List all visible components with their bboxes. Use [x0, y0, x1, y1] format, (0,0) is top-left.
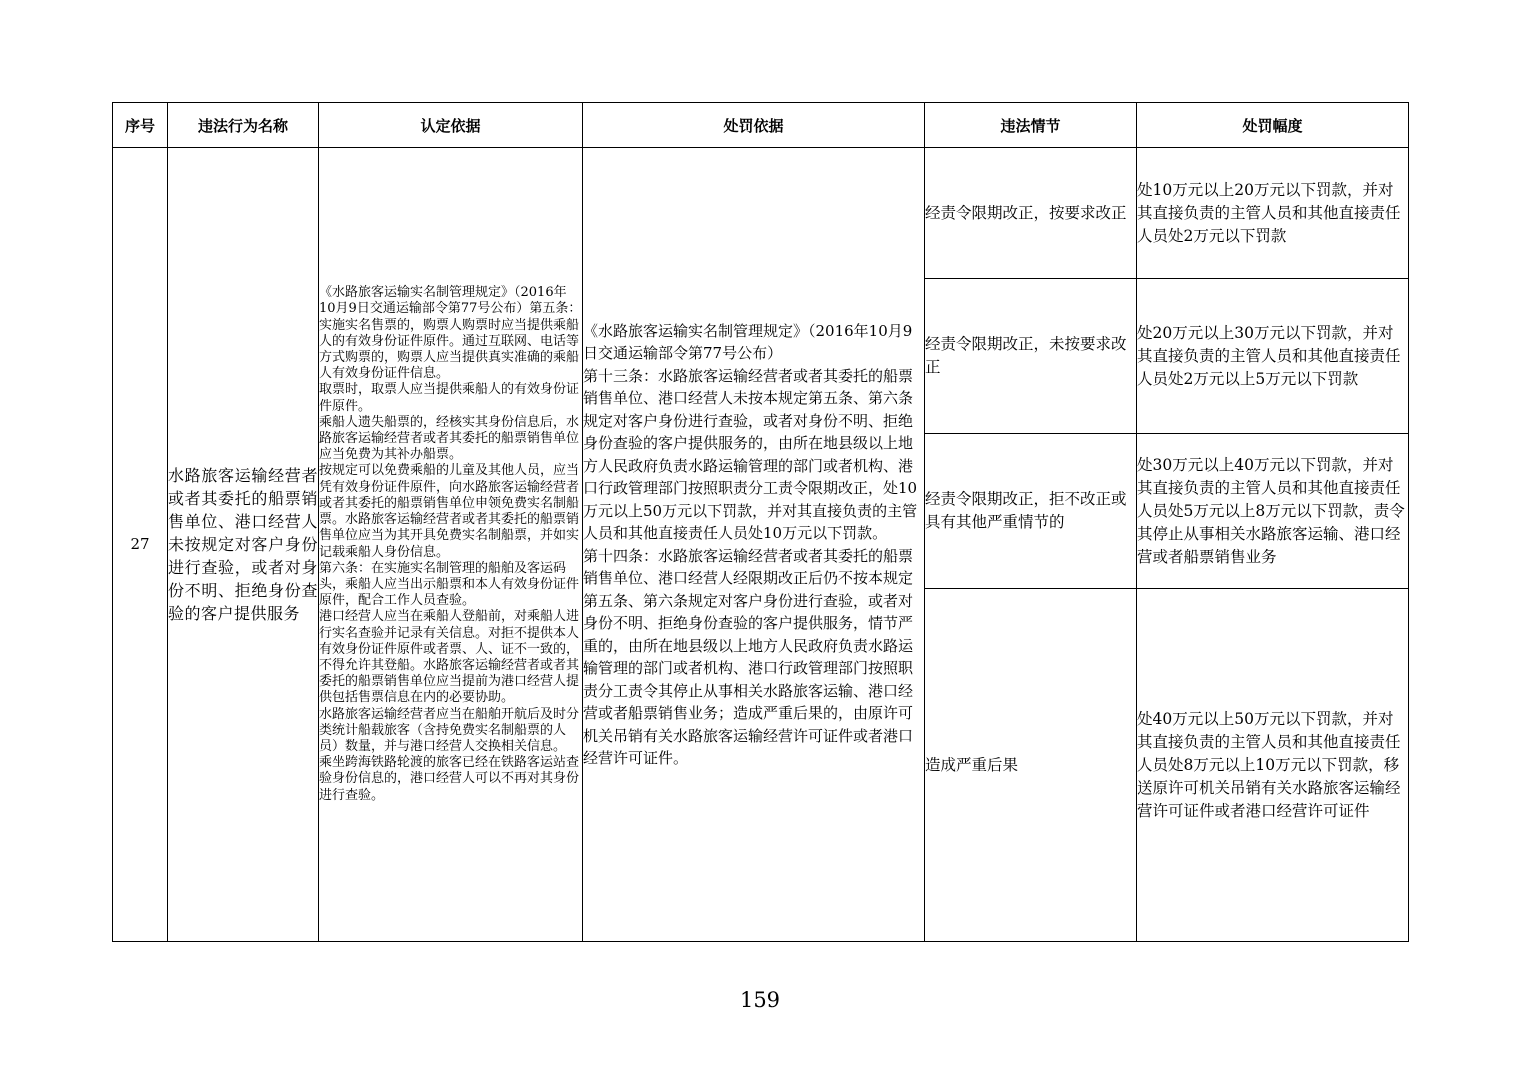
- penalty-basis: [583, 148, 925, 942]
- header-penalty-range: 处罚幅度: [1137, 103, 1409, 148]
- header-penalty-basis: 处罚依据: [583, 103, 925, 148]
- header-row: [113, 103, 1409, 148]
- determination-paragraph: 乘坐跨海铁路轮渡的旅客已经在铁路客运站查验身份信息的，港口经营人可以不再对其身份进行查验。: [319, 755, 580, 803]
- circumstance-cell: 经责令限期改正，按要求改正: [925, 148, 1137, 279]
- penalty-range-cell: 处10万元以上20万元以下罚款，并对其直接负责的主管人员和其他直接责任人员处2万元以下罚款: [1137, 148, 1409, 279]
- circumstance-cell: 经责令限期改正，拒不改正或具有其他严重情节的: [925, 434, 1137, 589]
- determination-paragraph: 水路旅客运输经营者应当在船舶开航后及时分类统计船载旅客（含持免费实名制船票的人员）数量，并与港口经营人交换相关信息。: [319, 706, 580, 754]
- page-number: 159: [739, 988, 781, 1012]
- violation-name: 水路旅客运输经营者或者其委托的船票销售单位、港口经营人未按规定对客户身份进行查验，或者对身份不明、拒绝身份查验的客户提供服务: [168, 148, 319, 942]
- determination-basis: [319, 148, 583, 942]
- circumstance-cell: 经责令限期改正，未按要求改正: [925, 279, 1137, 434]
- penalty-standard-table: [112, 102, 1409, 942]
- header-determination-basis: 认定依据: [319, 103, 583, 148]
- penalty-basis-paragraph: 第十四条：水路旅客运输经营者或者其委托的船票销售单位、港口经营人经限期改正后仍不按本规定第五条、第六条规定对客户身份进行查验，或者对身份不明、拒绝身份查验的客户提供服务，情节严重的，由所在地县级以上地方人民政府负责水路运输管理的部门或者机构、港口行政管理部门按照职责分工责令其停止从事相关水路旅客运输、港口经营或者船票销售业务；造成严重后果的，由原许可机关吊销有关水路旅客运输经营许可证件或者港口经营许可证件。: [583, 546, 914, 767]
- circumstance-cell: 造成严重后果: [925, 589, 1137, 942]
- penalty-range-cell: 处20万元以上30万元以下罚款，并对其直接负责的主管人员和其他直接责任人员处2万元以上5万元以下罚款: [1137, 279, 1409, 434]
- penalty-basis-paragraph: 第十三条：水路旅客运输经营者或者其委托的船票销售单位、港口经营人未按本规定第五条、第六条规定对客户身份进行查验，或者对身份不明、拒绝身份查验的客户提供服务的，由所在地县级以上地方人民政府负责水路运输管理的部门或者机构、港口行政管理部门按照职责分工责令限期改正，处10万元以上50万元以下罚款，并对其直接负责的主管人员和其他直接责任人员处10万元以下罚款。: [583, 366, 918, 542]
- determination-paragraph: 《水路旅客运输实名制管理规定》（2016年10月9日交通运输部令第77号公布）第五条：实施实名售票的，购票人购票时应当提供乘船人的有效身份证件原件。通过互联网、电话等方式购票的，购票人应当提供真实准确的乘船人有效身份证件信息。: [319, 285, 582, 382]
- determination-paragraph: 港口经营人应当在乘船人登船前，对乘船人进行实名查验并记录有关信息。对拒不提供本人有效身份证件原件或者票、人、证不一致的，不得允许其登船。水路旅客运输经营者或者其委托的船票销售单位应当提前为港口经营人提供包括售票信息在内的必要协助。: [319, 609, 580, 706]
- penalty-range-cell: 处40万元以上50万元以下罚款，并对其直接负责的主管人员和其他直接责任人员处8万元以上10万元以下罚款，移送原许可机关吊销有关水路旅客运输经营许可证件或者港口经营许可证件: [1137, 589, 1409, 942]
- determination-paragraph: 第六条：在实施实名制管理的船舶及客运码头，乘船人应当出示船票和本人有效身份证件原件，配合工作人员查验。: [319, 560, 580, 609]
- header-circumstance: 违法情节: [925, 103, 1137, 148]
- determination-paragraph: 乘船人遗失船票的，经核实其身份信息后，水路旅客运输经营者或者其委托的船票销售单位应当免费为其补办船票。: [319, 414, 580, 463]
- row-seq: 27: [113, 148, 168, 942]
- penalty-basis-paragraph: 《水路旅客运输实名制管理规定》（2016年10月9日交通运输部令第77号公布）: [583, 321, 913, 362]
- header-violation-name: 违法行为名称: [168, 103, 319, 148]
- table-row: [113, 148, 1409, 279]
- determination-paragraph: 按规定可以免费乘船的儿童及其他人员，应当凭有效身份证件原件，向水路旅客运输经营者或者其委托的船票销售单位申领免费实名制船票。水路旅客运输经营者或者其委托的船票销售单位应当为其开具免费实名制船票，并如实记载乘船人身份信息。: [319, 463, 580, 560]
- determination-paragraph: 取票时，取票人应当提供乘船人的有效身份证件原件。: [319, 382, 580, 414]
- header-seq: 序号: [113, 103, 168, 148]
- penalty-range-cell: 处30万元以上40万元以下罚款，并对其直接负责的主管人员和其他直接责任人员处5万元以上8万元以下罚款，责令其停止从事相关水路旅客运输、港口经营或者船票销售业务: [1137, 434, 1409, 589]
